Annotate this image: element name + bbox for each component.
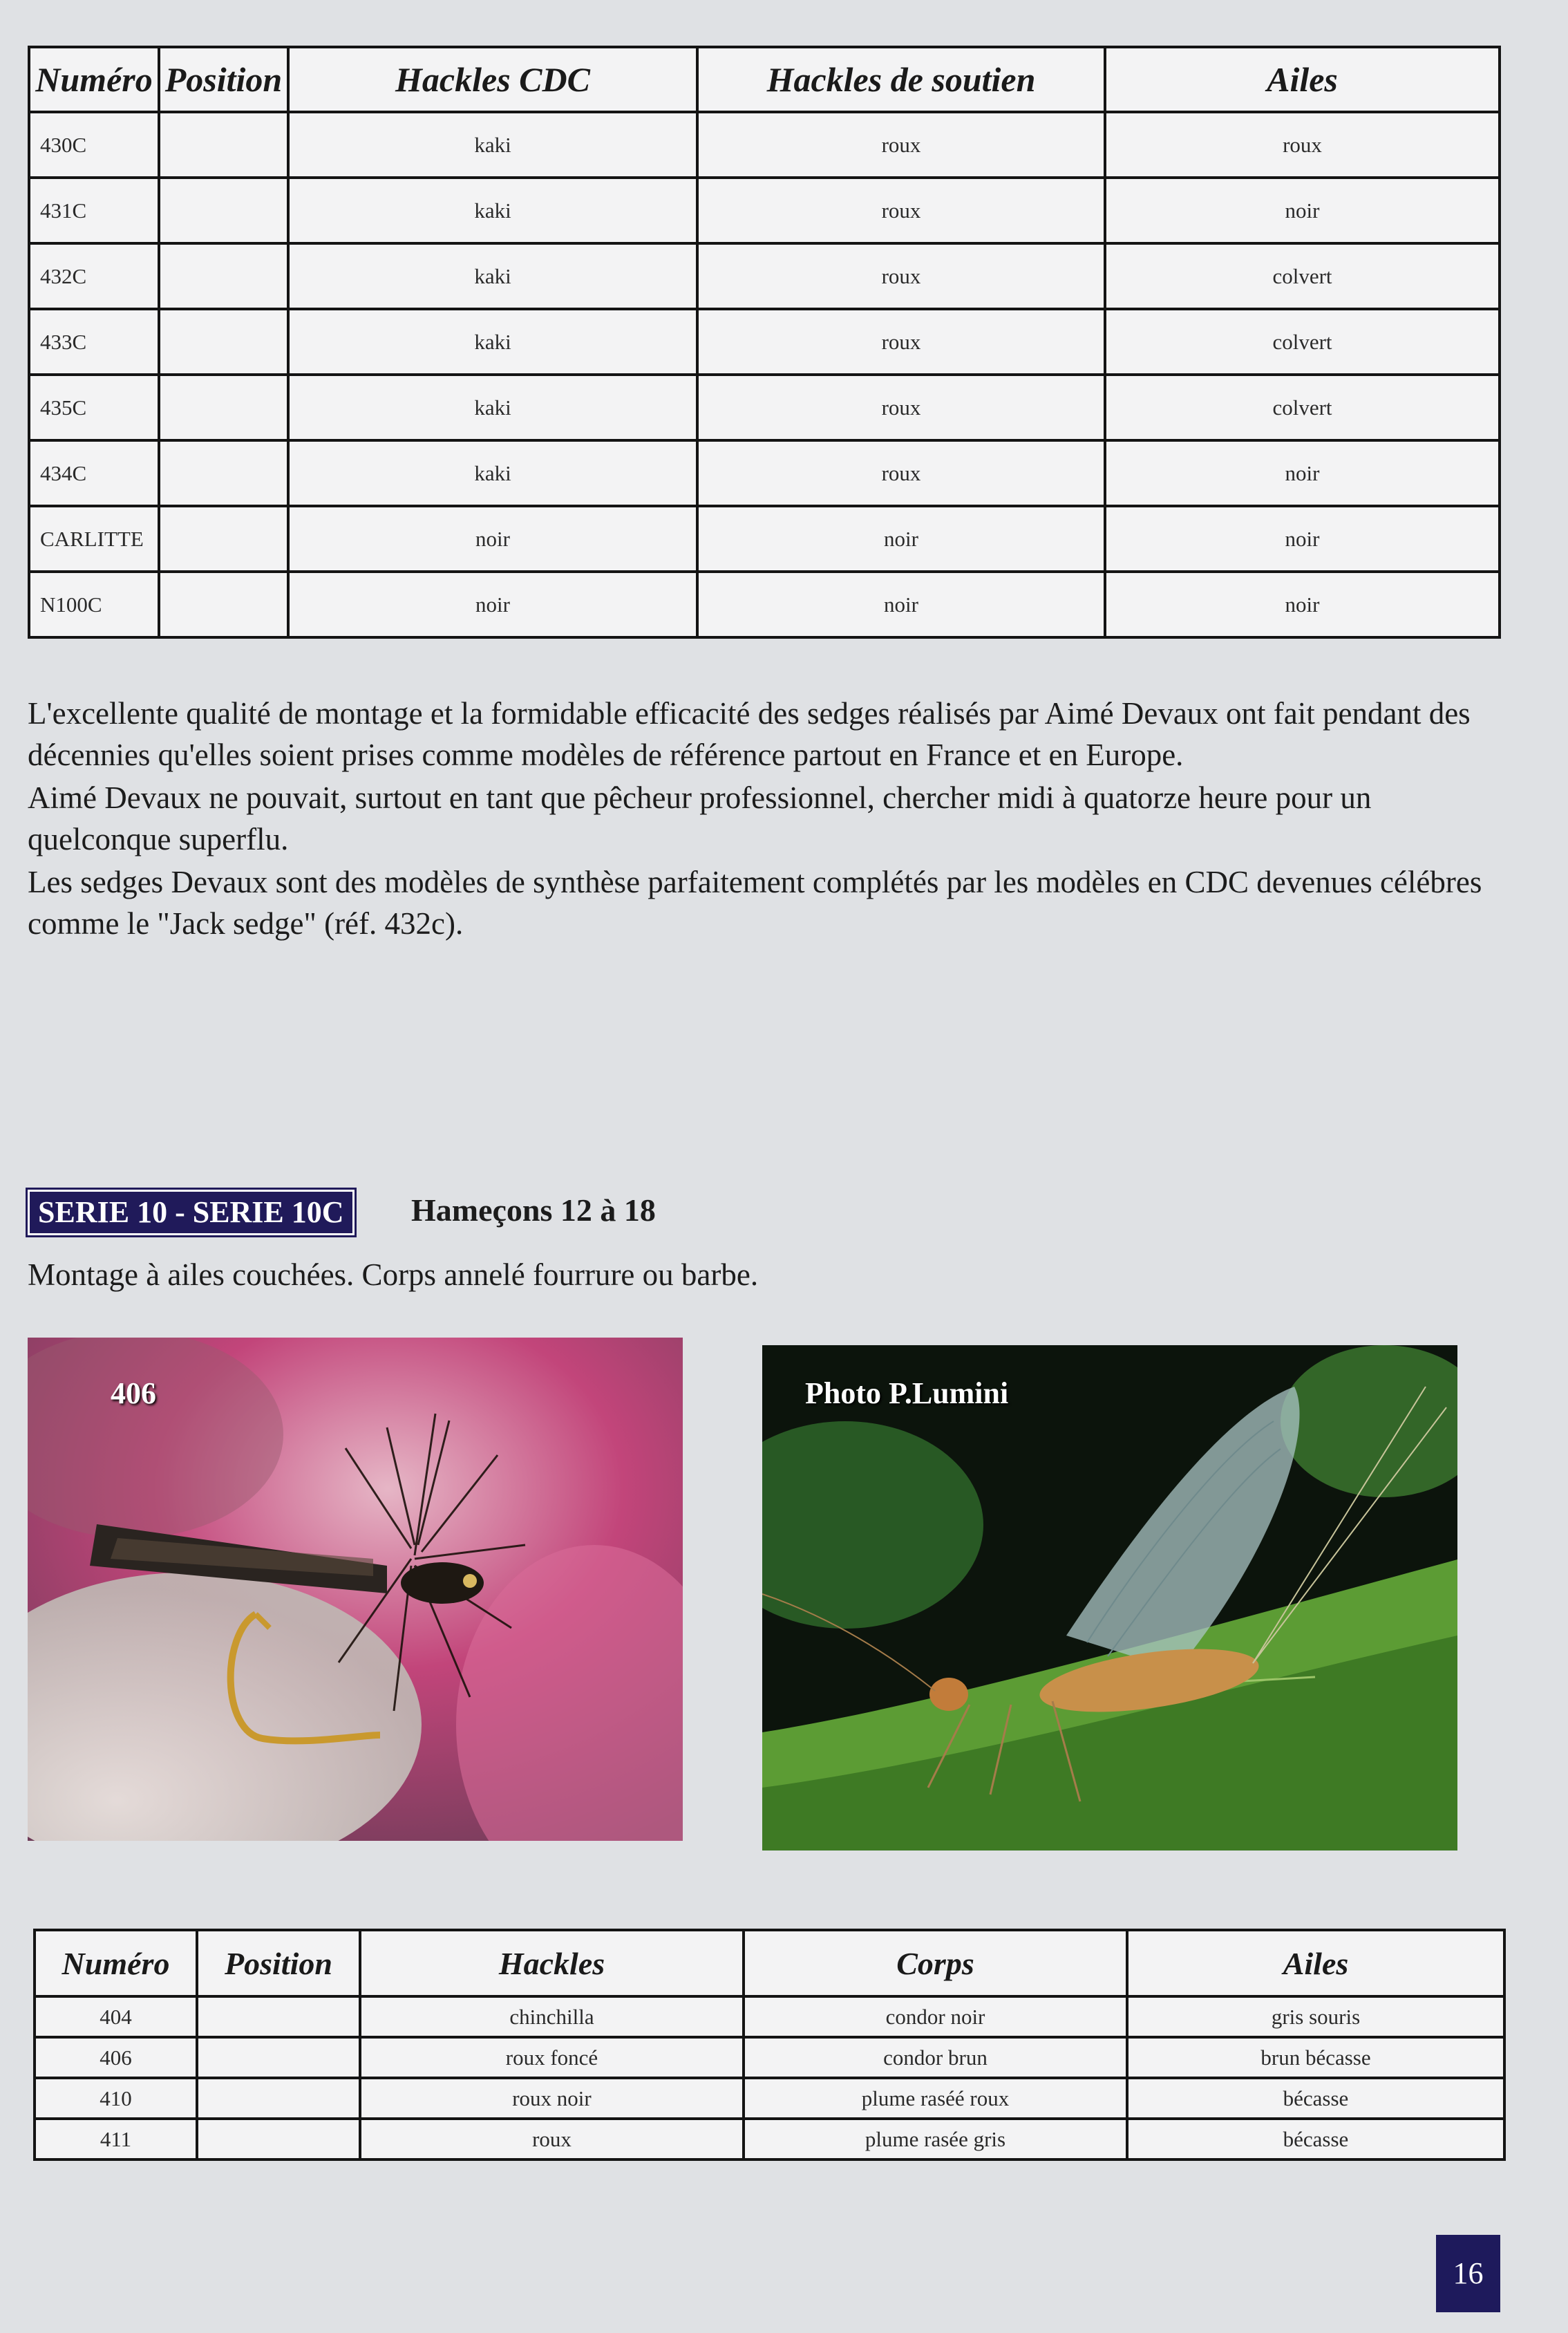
cell-ailes: bécasse — [1127, 2078, 1504, 2119]
cell-hackles-soutien: roux — [697, 112, 1105, 178]
table-row — [29, 112, 1500, 178]
table-row — [35, 2119, 1504, 2159]
cell-hackles-soutien: roux — [697, 309, 1105, 375]
table-row — [35, 1996, 1504, 2037]
cell-numero: 434C — [29, 440, 159, 506]
cell-position — [197, 2037, 360, 2078]
cell-ailes: bécasse — [1127, 2119, 1504, 2159]
cell-ailes: noir — [1105, 178, 1500, 243]
cell-ailes: noir — [1105, 506, 1500, 572]
cell-ailes: roux — [1105, 112, 1500, 178]
table-row — [29, 375, 1500, 440]
cell-hackles-soutien: roux — [697, 375, 1105, 440]
cell-hackles-cdc: kaki — [288, 309, 697, 375]
cell-position — [197, 2119, 360, 2159]
cell-hackles-cdc: noir — [288, 506, 697, 572]
series-description: Montage à ailes couchées. Corps annelé fourrure ou barbe. — [28, 1257, 759, 1292]
header-numero: Numéro — [29, 47, 159, 112]
cell-ailes: gris souris — [1127, 1996, 1504, 2037]
cell-numero: 432C — [29, 243, 159, 309]
intro-paragraph-1: L'excellente qualité de montage et la formidable efficacité des sedges réalisés par Aimé Devaux ont fait pendant des décennies qu'elles soient prises comme modèles de référence partout en France et en Europe. — [28, 696, 1471, 772]
header-corps: Corps — [744, 1930, 1127, 1996]
series-10-table — [33, 1929, 1506, 2161]
table-row — [35, 2078, 1504, 2119]
table-header-row — [35, 1930, 1504, 1996]
cell-hackles-cdc: noir — [288, 572, 697, 637]
intro-paragraph-2: Aimé Devaux ne pouvait, surtout en tant que pêcheur professionnel, chercher midi à quatorze heure pour un quelconque superflu. — [28, 780, 1372, 856]
cell-position — [159, 243, 288, 309]
cell-hackles-cdc: kaki — [288, 112, 697, 178]
cell-hackles-cdc: kaki — [288, 375, 697, 440]
cell-numero: 435C — [29, 375, 159, 440]
cell-hackles-soutien: roux — [697, 243, 1105, 309]
cell-position — [159, 506, 288, 572]
cell-position — [159, 112, 288, 178]
cell-ailes: noir — [1105, 572, 1500, 637]
header-hackles-soutien: Hackles de soutien — [697, 47, 1105, 112]
cell-corps: condor noir — [744, 1996, 1127, 2037]
cell-numero: 430C — [29, 112, 159, 178]
cell-position — [159, 440, 288, 506]
cell-numero: N100C — [29, 572, 159, 637]
header-hackles-cdc: Hackles CDC — [288, 47, 697, 112]
table-row — [35, 2037, 1504, 2078]
cell-position — [159, 309, 288, 375]
cell-corps: plume rasée gris — [744, 2119, 1127, 2159]
cell-numero: 433C — [29, 309, 159, 375]
header-hackles: Hackles — [360, 1930, 744, 1996]
header-position: Position — [197, 1930, 360, 1996]
hooks-label: Hameçons 12 à 18 — [411, 1192, 656, 1228]
table-row — [29, 243, 1500, 309]
cell-ailes: colvert — [1105, 309, 1500, 375]
series-badge: SERIE 10 - SERIE 10C — [28, 1190, 355, 1235]
cell-ailes: colvert — [1105, 243, 1500, 309]
cell-hackles: chinchilla — [360, 1996, 744, 2037]
header-numero: Numéro — [35, 1930, 197, 1996]
cell-hackles-cdc: kaki — [288, 243, 697, 309]
table-row — [29, 506, 1500, 572]
cell-numero: 406 — [35, 2037, 197, 2078]
header-ailes: Ailes — [1105, 47, 1500, 112]
cell-hackles-soutien: roux — [697, 178, 1105, 243]
cell-numero: 410 — [35, 2078, 197, 2119]
cell-position — [159, 572, 288, 637]
fly-illustration — [28, 1338, 683, 1841]
fly-photo — [28, 1338, 683, 1841]
sedges-table — [28, 46, 1501, 639]
mayfly-illustration — [762, 1345, 1457, 1851]
table-row — [29, 440, 1500, 506]
cell-numero: CARLITTE — [29, 506, 159, 572]
table-row — [29, 309, 1500, 375]
cell-corps: plume raséé roux — [744, 2078, 1127, 2119]
cell-hackles-cdc: kaki — [288, 440, 697, 506]
cell-numero: 404 — [35, 1996, 197, 2037]
cell-ailes: noir — [1105, 440, 1500, 506]
cell-corps: condor brun — [744, 2037, 1127, 2078]
cell-hackles-soutien: noir — [697, 506, 1105, 572]
table-row — [29, 572, 1500, 637]
header-position: Position — [159, 47, 288, 112]
cell-position — [159, 178, 288, 243]
cell-hackles-soutien: roux — [697, 440, 1105, 506]
cell-numero: 411 — [35, 2119, 197, 2159]
cell-ailes: colvert — [1105, 375, 1500, 440]
cell-position — [159, 375, 288, 440]
cell-hackles: roux noir — [360, 2078, 744, 2119]
cell-hackles: roux foncé — [360, 2037, 744, 2078]
header-ailes: Ailes — [1127, 1930, 1504, 1996]
cell-position — [197, 2078, 360, 2119]
photo-credit: Photo P.Lumini — [805, 1376, 1009, 1410]
intro-paragraph-3: Les sedges Devaux sont des modèles de synthèse parfaitement complétés par les modèles en CDC devenues célébres comme le "Jack sedge" (réf. 432c). — [28, 865, 1482, 941]
cell-position — [197, 1996, 360, 2037]
cell-hackles: roux — [360, 2119, 744, 2159]
cell-hackles-cdc: kaki — [288, 178, 697, 243]
page-number: 16 — [1436, 2235, 1500, 2312]
table-header-row — [29, 47, 1500, 112]
cell-numero: 431C — [29, 178, 159, 243]
table-row — [29, 178, 1500, 243]
cell-ailes: brun bécasse — [1127, 2037, 1504, 2078]
mayfly-photo — [762, 1345, 1457, 1851]
cell-hackles-soutien: noir — [697, 572, 1105, 637]
fly-number-label: 406 — [111, 1376, 156, 1410]
